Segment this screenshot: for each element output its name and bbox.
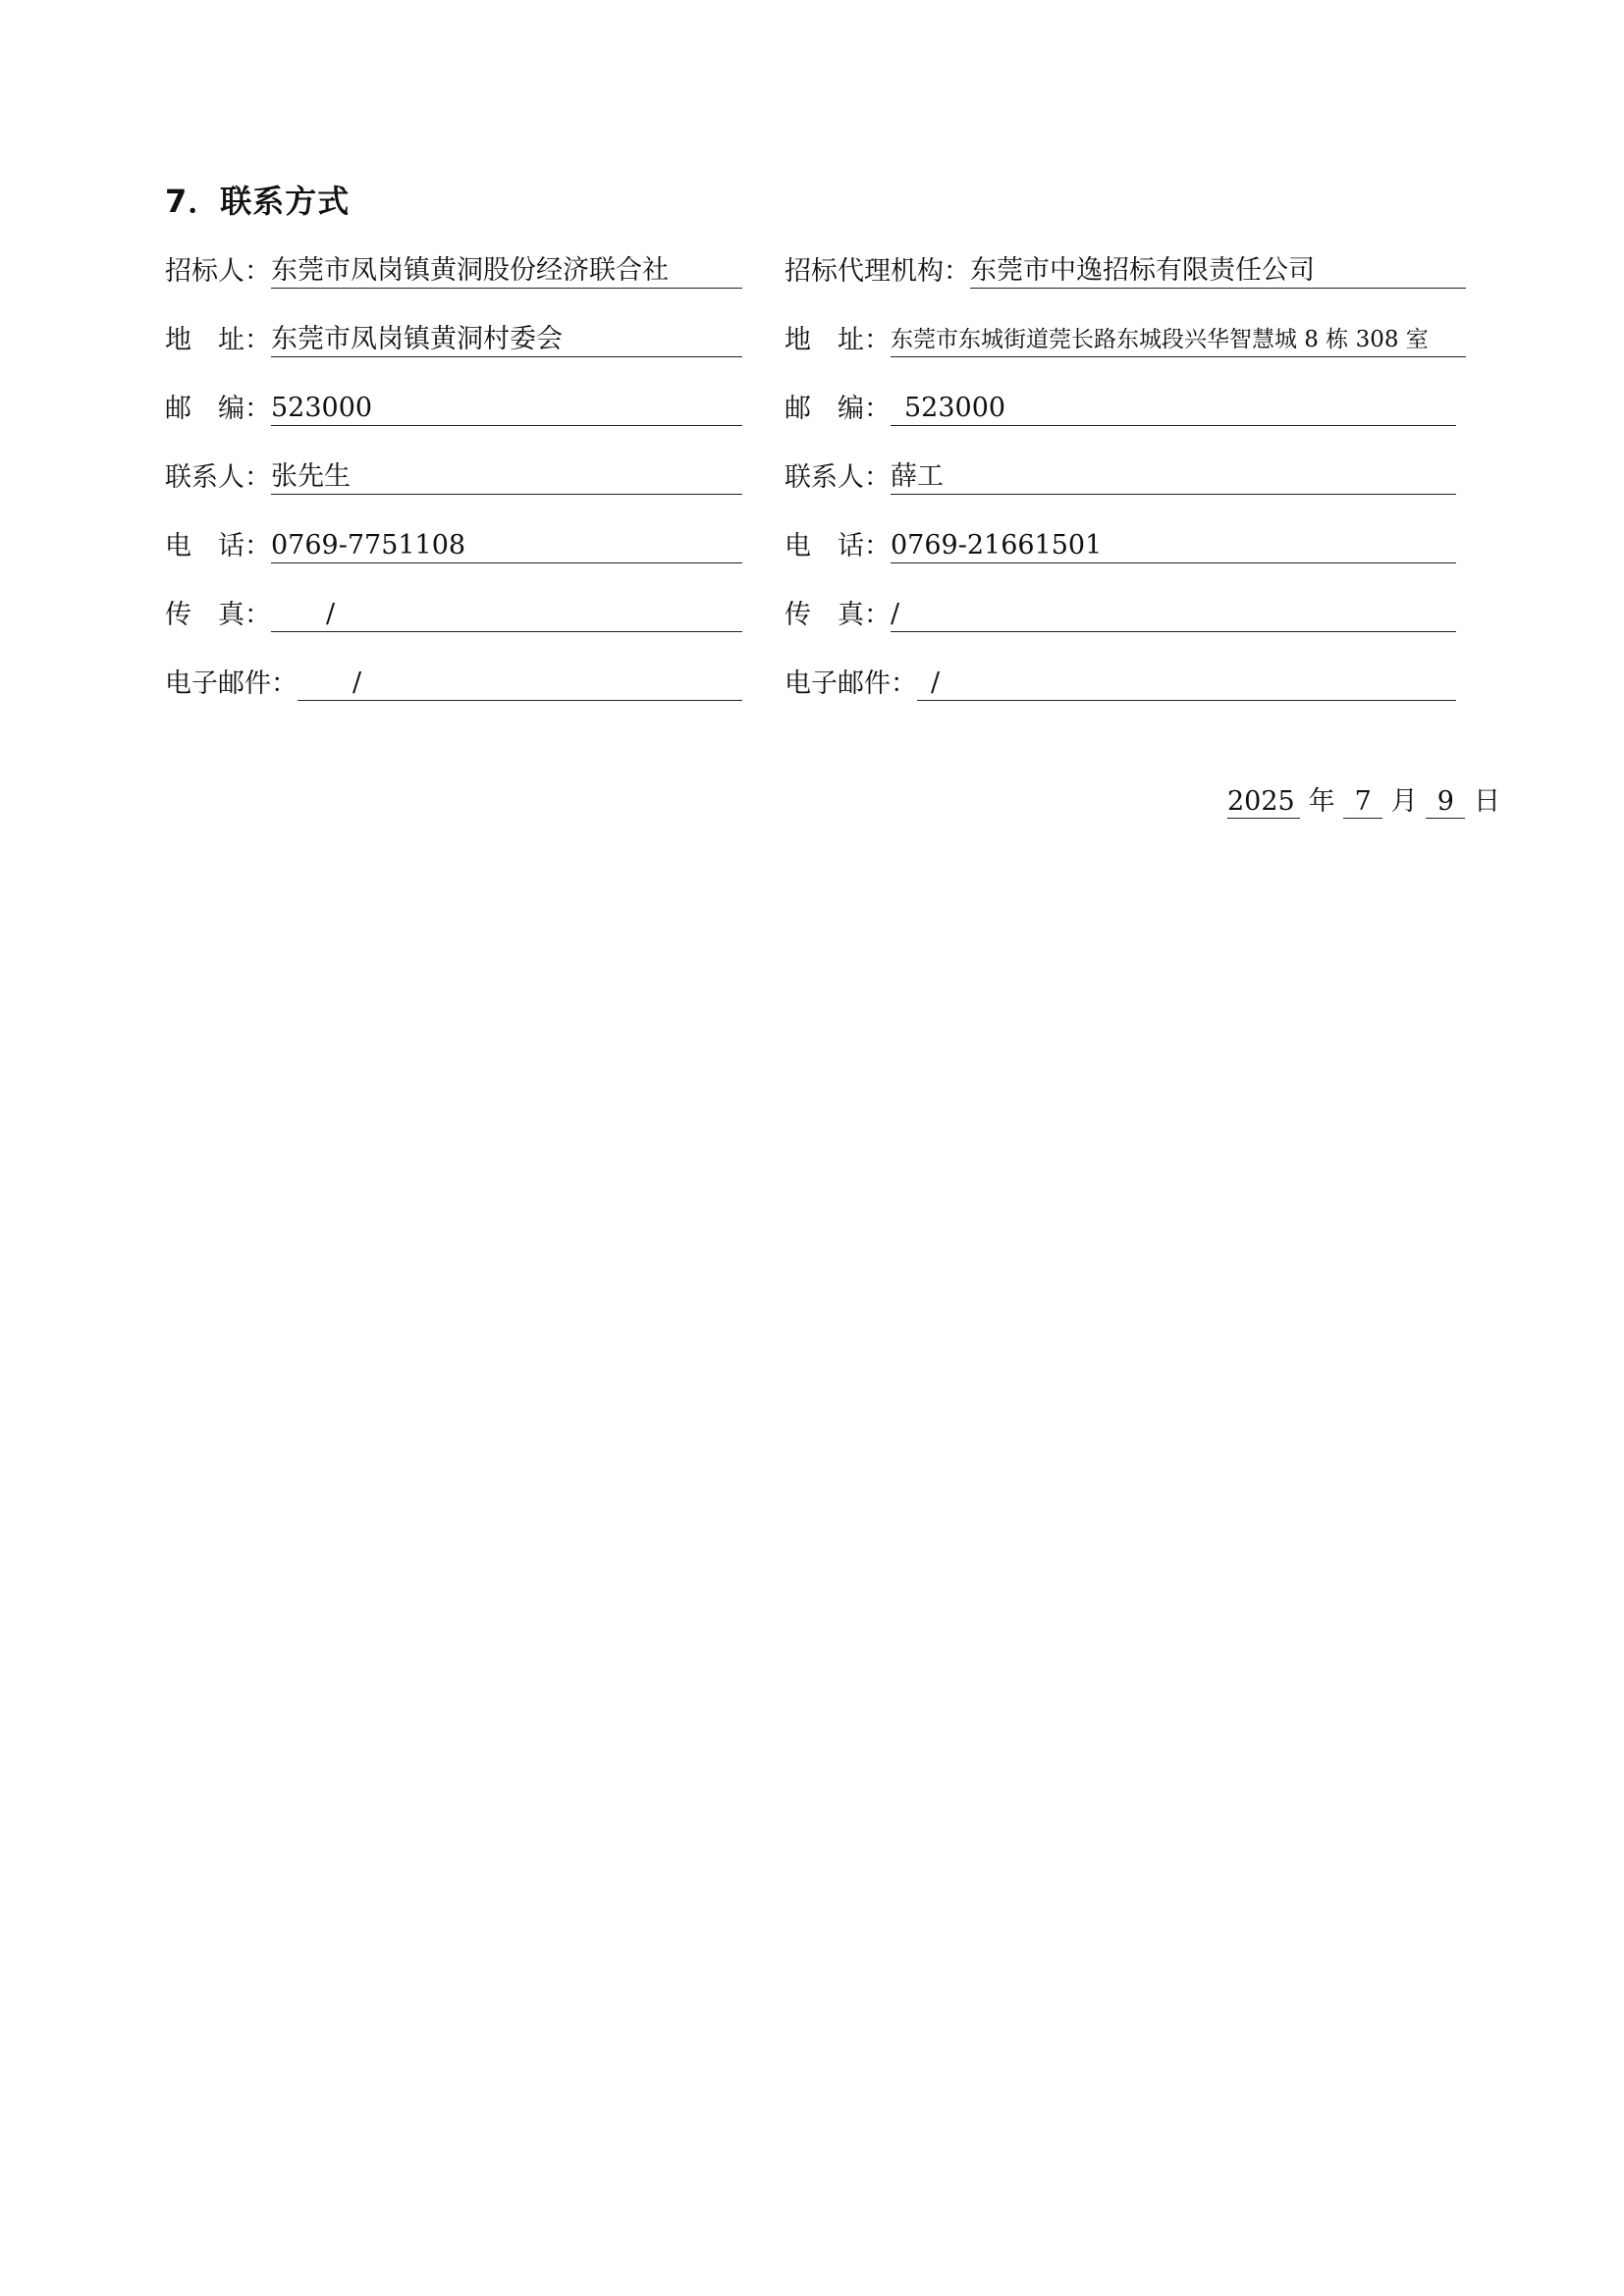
agency-name-value: 东莞市中逸招标有限责任公司	[970, 254, 1466, 289]
tenderer-postcode-row	[165, 387, 742, 426]
agency-address-row	[785, 318, 1466, 357]
agency-email-row	[785, 662, 1456, 701]
agency-fax-label: 传 真：	[785, 600, 891, 630]
agency-address-value: 东莞市东城街道莞长路东城段兴华智慧城 8 栋 308 室	[891, 323, 1466, 357]
tenderer-contact-value: 张先生	[271, 460, 742, 495]
agency-address-label: 地 址：	[785, 325, 891, 355]
tenderer-email-row	[165, 662, 742, 701]
document-date	[1227, 785, 1500, 819]
tenderer-phone-label: 电 话：	[165, 531, 271, 561]
agency-email-label: 电子邮件：	[785, 668, 917, 699]
agency-contact-row	[785, 455, 1456, 495]
agency-postcode-value: 523000	[891, 392, 1456, 426]
date-day: 9	[1426, 786, 1465, 819]
tenderer-address-label: 地 址：	[165, 325, 271, 355]
tenderer-email-value: /	[298, 667, 742, 701]
date-year-unit: 年	[1308, 786, 1335, 817]
agency-phone-value: 0769-21661501	[891, 529, 1456, 563]
tenderer-fax-value: /	[271, 598, 742, 632]
tenderer-name-value: 东莞市凤岗镇黄洞股份经济联合社	[271, 254, 742, 289]
agency-postcode-row	[785, 387, 1456, 426]
tenderer-contact-label: 联系人：	[165, 462, 271, 493]
date-month-unit: 月	[1390, 786, 1418, 817]
tenderer-fax-row	[165, 593, 742, 632]
tenderer-postcode-label: 邮 编：	[165, 394, 271, 424]
tenderer-contact-row	[165, 455, 742, 495]
tenderer-address-row	[165, 318, 742, 357]
tenderer-email-label: 电子邮件：	[165, 668, 298, 699]
date-month: 7	[1343, 786, 1382, 819]
agency-name-label: 招标代理机构：	[785, 256, 970, 287]
agency-fax-value: /	[891, 598, 1456, 632]
tenderer-name-label: 招标人：	[165, 256, 271, 287]
agency-phone-row	[785, 524, 1456, 563]
date-year: 2025	[1227, 786, 1300, 819]
agency-name-row	[785, 249, 1466, 289]
tenderer-phone-row	[165, 524, 742, 563]
agency-fax-row	[785, 593, 1456, 632]
tenderer-fax-label: 传 真：	[165, 600, 271, 630]
agency-postcode-label: 邮 编：	[785, 394, 891, 424]
section-title: 7．联系方式	[165, 183, 351, 220]
agency-email-value: /	[917, 667, 1456, 701]
tenderer-address-value: 东莞市凤岗镇黄洞村委会	[271, 323, 742, 357]
tenderer-postcode-value: 523000	[271, 392, 742, 426]
tenderer-phone-value: 0769-7751108	[271, 529, 742, 563]
tenderer-name-row	[165, 249, 742, 289]
agency-contact-value: 薛工	[891, 460, 1456, 495]
agency-phone-label: 电 话：	[785, 531, 891, 561]
date-day-unit: 日	[1473, 786, 1500, 817]
agency-contact-label: 联系人：	[785, 462, 891, 493]
